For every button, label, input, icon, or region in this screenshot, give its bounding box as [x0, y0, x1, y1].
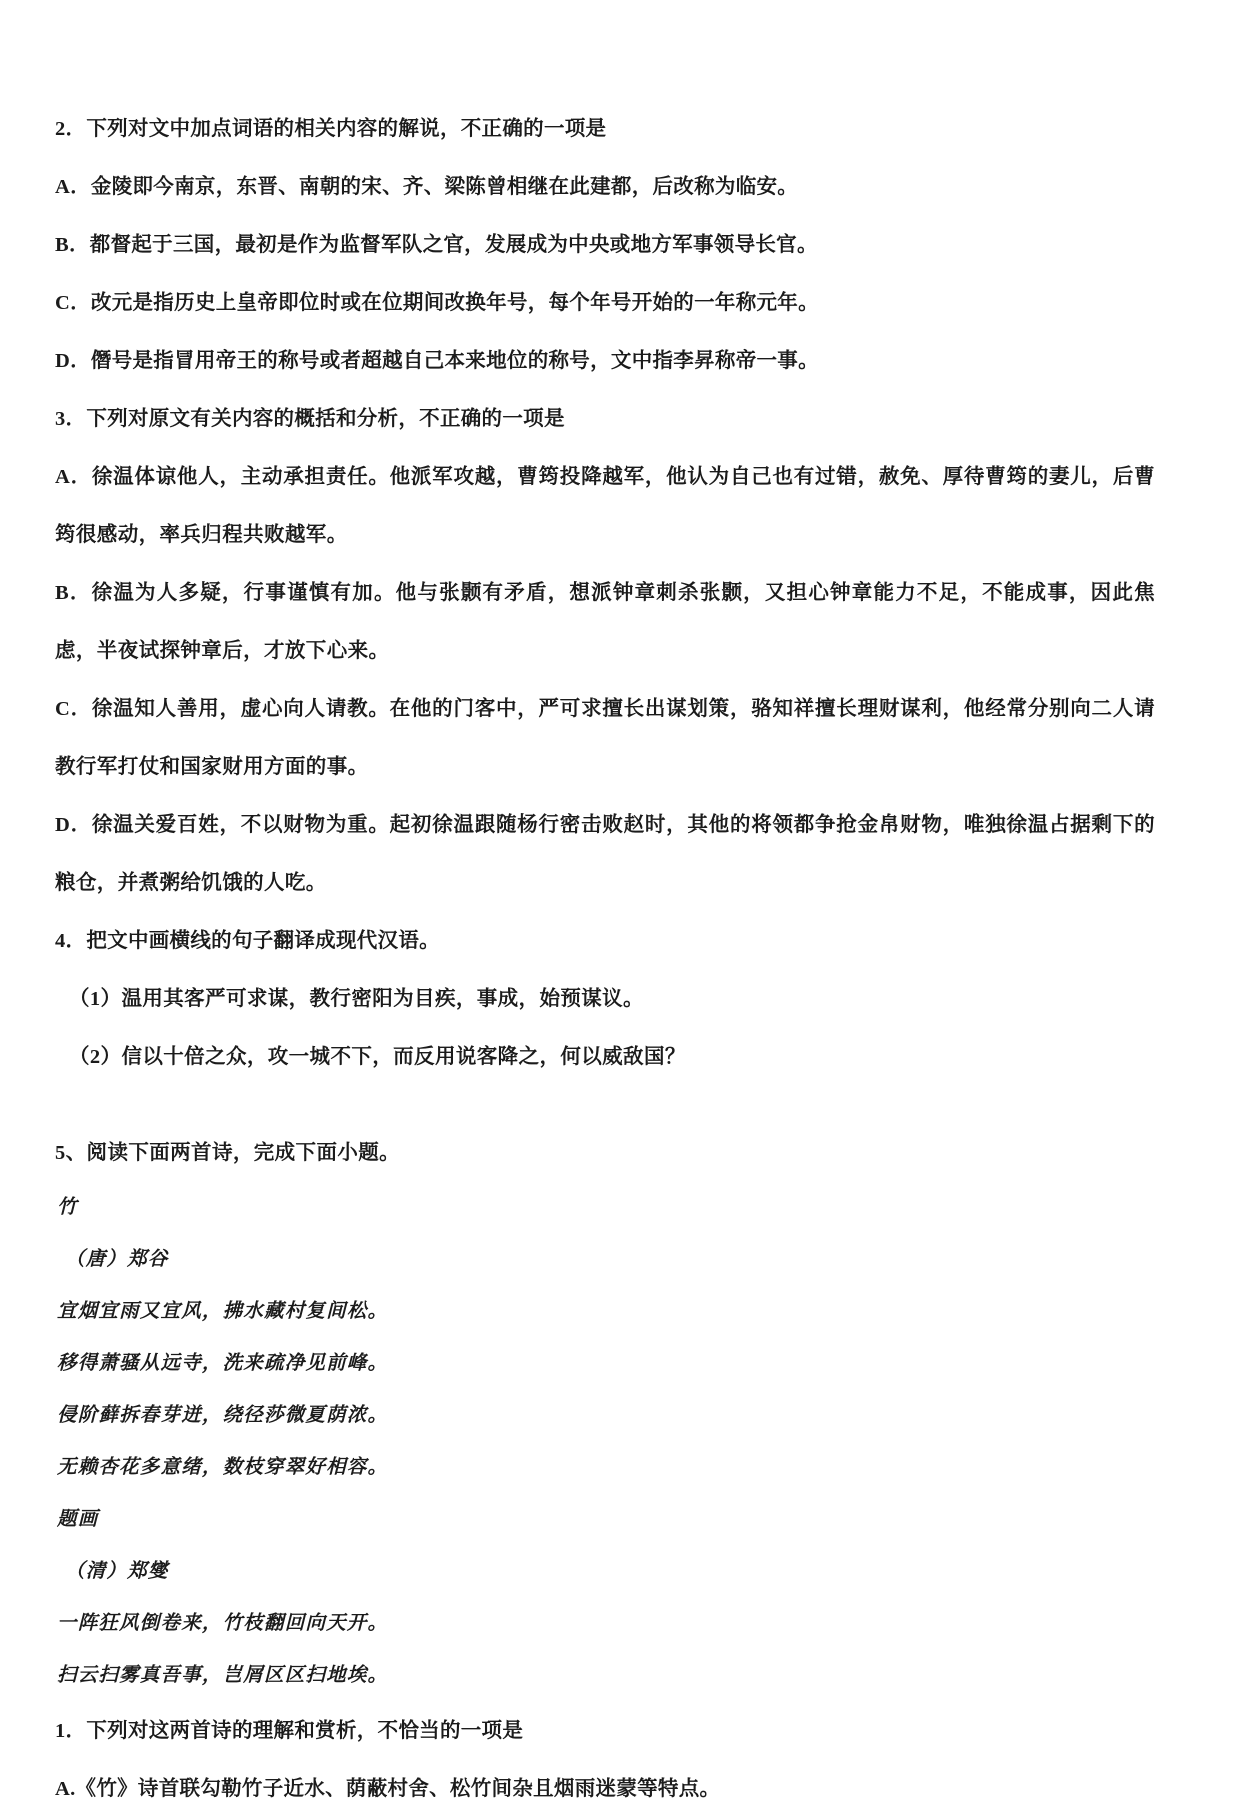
question-3-option-d: D．徐温关爱百姓，不以财物为重。起初徐温跟随杨行密击败赵时，其他的将领都争抢金帛财物，唯独徐温占据剩下的粮仓，并煮粥给饥饿的人吃。	[55, 814, 1155, 894]
question-2-option-b: B．都督起于三国，最初是作为监督军队之官，发展成为中央或地方军事领导长官。	[55, 234, 818, 256]
poem-2-title: 题画	[57, 1509, 99, 1530]
question-2-stem: 2．下列对文中加点词语的相关内容的解说，不正确的一项是	[55, 118, 607, 140]
question-4-stem: 4．把文中画横线的句子翻译成现代汉语。	[55, 930, 440, 952]
question-4-item-2: （2）信以十倍之众，攻一城不下，而反用说客降之，何以威敌国？	[69, 1046, 686, 1068]
poem-1-verse-3: 侵阶藓拆春芽迸，绕径莎微夏荫浓。	[57, 1405, 389, 1426]
question-2-option-d: D．僭号是指冒用帝王的称号或者超越自己本来地位的称号，文中指李昇称帝一事。	[55, 350, 819, 372]
poem-1-verse-4: 无赖杏花多意绪，数枝穿翠好相容。	[57, 1457, 389, 1478]
poem-2-author: （清）郑燮	[65, 1561, 169, 1582]
question-2-option-c: C．改元是指历史上皇帝即位时或在位期间改换年号，每个年号开始的一年称元年。	[55, 292, 819, 314]
poem-1-verse-1: 宜烟宜雨又宜风，拂水藏村复间松。	[57, 1301, 389, 1322]
poem-2-verse-2: 扫云扫雾真吾事，岂屑区区扫地埃。	[57, 1665, 389, 1686]
question-5-sub-stem: 1．下列对这两首诗的理解和赏析，不恰当的一项是	[55, 1720, 524, 1742]
question-5-stem: 5、阅读下面两首诗，完成下面小题。	[55, 1142, 401, 1164]
question-3-option-a: A．徐温体谅他人，主动承担责任。他派军攻越，曹筠投降越军，他认为自己也有过错，赦免、厚待曹筠的妻儿，后曹筠很感动，率兵归程共败越军。	[55, 466, 1155, 546]
poem-2-verse-1: 一阵狂风倒卷来，竹枝翻回向天开。	[57, 1613, 389, 1634]
poem-1-author: （唐）郑谷	[65, 1249, 169, 1270]
question-3-option-b: B．徐温为人多疑，行事谨慎有加。他与张颢有矛盾，想派钟章刺杀张颢，又担心钟章能力不足，不能成事，因此焦虑，半夜试探钟章后，才放下心来。	[55, 582, 1155, 662]
question-4-item-1: （1）温用其客严可求谋，教行密阳为目疾，事成，始预谋议。	[69, 988, 644, 1010]
question-2-option-a: A．金陵即今南京，东晋、南朝的宋、齐、梁陈曾相继在此建都，后改称为临安。	[55, 176, 799, 198]
question-3-option-c: C．徐温知人善用，虚心向人请教。在他的门客中，严可求擅长出谋划策，骆知祥擅长理财谋利，他经常分别向二人请教行军打仗和国家财用方面的事。	[55, 698, 1155, 778]
poem-1-verse-2: 移得萧骚从远寺，洗来疏净见前峰。	[57, 1353, 389, 1374]
section-spacer	[55, 1086, 1155, 1124]
question-5-sub-option-a: A.《竹》诗首联勾勒竹子近水、荫蔽村舍、松竹间杂且烟雨迷蒙等特点。	[55, 1778, 721, 1800]
page-content	[55, 100, 1155, 1818]
question-3-stem: 3．下列对原文有关内容的概括和分析，不正确的一项是	[55, 408, 565, 430]
poem-1-title: 竹	[57, 1197, 78, 1218]
